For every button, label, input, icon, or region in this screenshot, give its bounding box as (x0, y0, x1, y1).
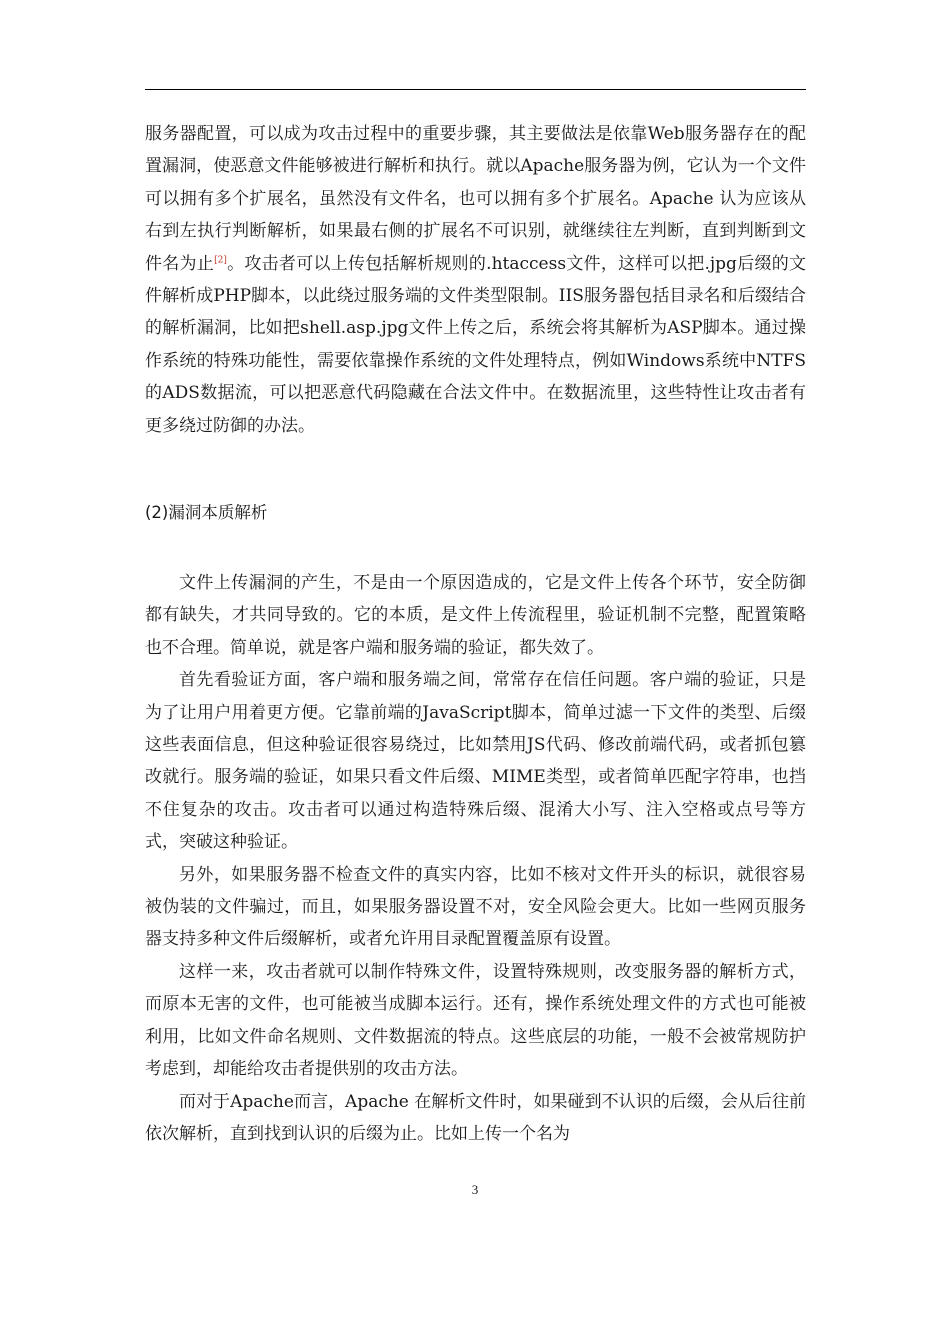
header-rule (145, 89, 806, 90)
body-paragraph: 文件上传漏洞的产生，不是由一个原因造成的，它是文件上传各个环节，安全防御都有缺失，才共同导致的。它的本质，是文件上传流程里，验证机制不完整，配置策略也不合理。简单说，就是客户端和服务端的验证，都失效了。 (145, 573, 806, 658)
page-number: 3 (471, 1182, 479, 1197)
section-heading: (2)漏洞本质解析 (145, 503, 268, 522)
body-paragraph: 另外，如果服务器不检查文件的真实内容，比如不核对文件开头的标识，就很容易被伪装的文件骗过，而且，如果服务器设置不对，安全风险会更大。比如一些网页服务器支持多种文件后缀解析，或者允许用目录配置覆盖原有设置。 (145, 864, 806, 950)
body-paragraph: 首先看验证方面，客户端和服务端之间，常常存在信任问题。客户端的验证，只是为了让用户用着更方便。它靠前端的JavaScript脚本，简单过滤一下文件的类型、后缀这些表面信息，但这种验证很容易绕过，比如禁用JS代码、修改前端代码，或者抓包篡改就行。服务端的验证，如果只看文件后缀、MIME类型，或者简单匹配字符串，也挡不住复杂的攻击。攻击者可以通过构造特殊后缀、混淆大小写、注入空格或点号等方式，突破这种验证。 (145, 670, 806, 853)
body-paragraph: 而对于Apache而言，Apache 在解析文件时，如果碰到不认识的后缀，会从后往前依次解析，直到找到认识的后缀为止。比如上传一个名为 (145, 1091, 806, 1144)
citation-reference[interactable]: [2] (214, 254, 227, 265)
paragraph-text: 服务器配置，可以成为攻击过程中的重要步骤，其主要做法是依靠Web服务器存在的配置漏洞，使恶意文件能够被进行解析和执行。就以Apache服务器为例，它认为一个文件可以拥有多个扩展名，虽然没有文件名，也可以拥有多个扩展名。Apache 认为应该从右到左执行判断解析，如果最右侧的扩展名不可识别，就继续往左判断，直到判断到文件名为止 (145, 124, 806, 274)
body-paragraph: 这样一来，攻击者就可以制作特殊文件，设置特殊规则，改变服务器的解析方式，而原本无害的文件，也可能被当成脚本运行。还有，操作系统处理文件的方式也可能被利用，比如文件命名规则、文件数据流的特点。这些底层的功能，一般不会被常规防护考虑到，却能给攻击者提供别的攻击方法。 (145, 961, 806, 1080)
body-section (145, 567, 806, 1150)
paragraph-text: 。攻击者可以上传包括解析规则的.htaccess文件，这样可以把.jpg后缀的文件解析成PHP脚本，以此绕过服务端的文件类型限制。IIS服务器包括目录名和后缀结合的解析漏洞，比如把shell.asp.jpg文件上传之后，系统会将其解析为ASP脚本。通过操作系统的特殊功能性，需要依靠操作系统的文件处理特点，例如Windows系统中NTFS的ADS数据流，可以把恶意代码隐藏在合法文件中。在数据流里，这些特性让攻击者有更多绕过防御的办法。 (145, 253, 807, 436)
body-paragraph (145, 118, 806, 442)
